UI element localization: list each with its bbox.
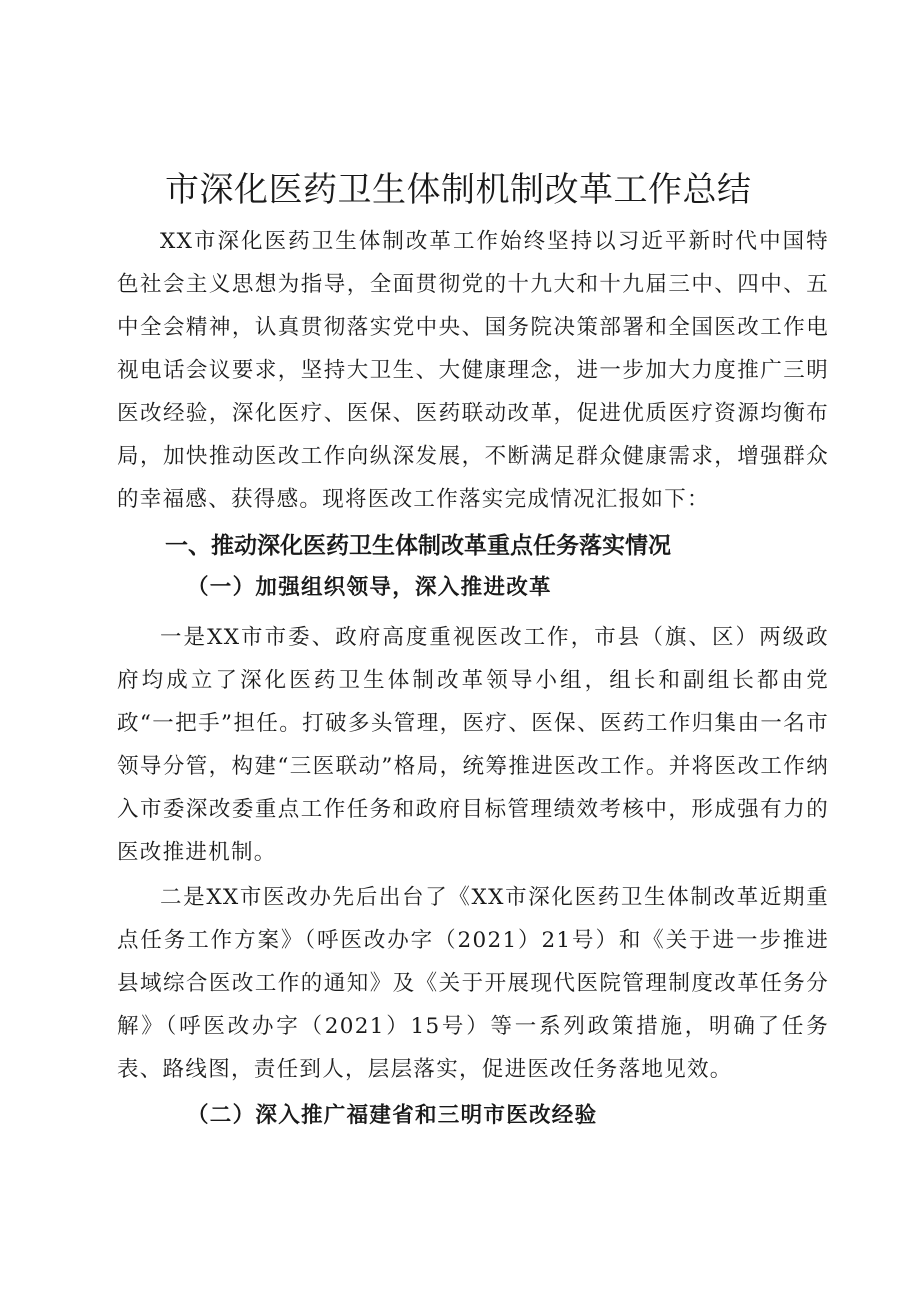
section-heading: 一、推动深化医药卫生体制改革重点任务落实情况 bbox=[165, 533, 671, 559]
subsection-heading-2: （二）深入推广福建省和三明市医改经验 bbox=[187, 1103, 598, 1128]
paragraph-organization: 一是XX市市委、政府高度重视医改工作，市县（旗、区）两级政府均成立了深化医药卫生体制改革领导小组，组长和副组长都由党政“一把手”担任。打破多头管理，医疗、医保、医药工作归集由一名市领导分管，构建“三医联动”格局，统筹推进医改工作。并将医改工作纳入市委深改委重点工作任务和政府目标管理绩效考核中，形成强有力的医改推进机制。 bbox=[117, 625, 829, 865]
intro-paragraph: XX市深化医药卫生体制改革工作始终坚持以习近平新时代中国特色社会主义思想为指导，全面贯彻党的十九大和十九届三中、四中、五中全会精神，认真贯彻落实党中央、国务院决策部署和全国医改工作电视电话会议要求，坚持大卫生、大健康理念，进一步加大力度推广三明医改经验，深化医疗、医保、医药联动改革，促进优质医疗资源均衡布局，加快推动医改工作向纵深发展，不断满足群众健康需求，增强群众的幸福感、获得感。现将医改工作落实完成情况汇报如下： bbox=[117, 229, 829, 512]
paragraph-policy: 二是XX市医改办先后出台了《XX市深化医药卫生体制改革近期重点任务工作方案》（呼医改办字（2021）21号）和《关于进一步推进县域综合医改工作的通知》及《关于开展现代医院管理制度改革任务分解》（呼医改办字（2021）15号）等一系列政策措施，明确了任务表、路线图，责任到人，层层落实，促进医改任务落地见效。 bbox=[117, 885, 829, 1082]
subsection-heading-1: （一）加强组织领导，深入推进改革 bbox=[187, 575, 552, 600]
document-title: 市深化医药卫生体制机制改革工作总结 bbox=[165, 170, 752, 210]
